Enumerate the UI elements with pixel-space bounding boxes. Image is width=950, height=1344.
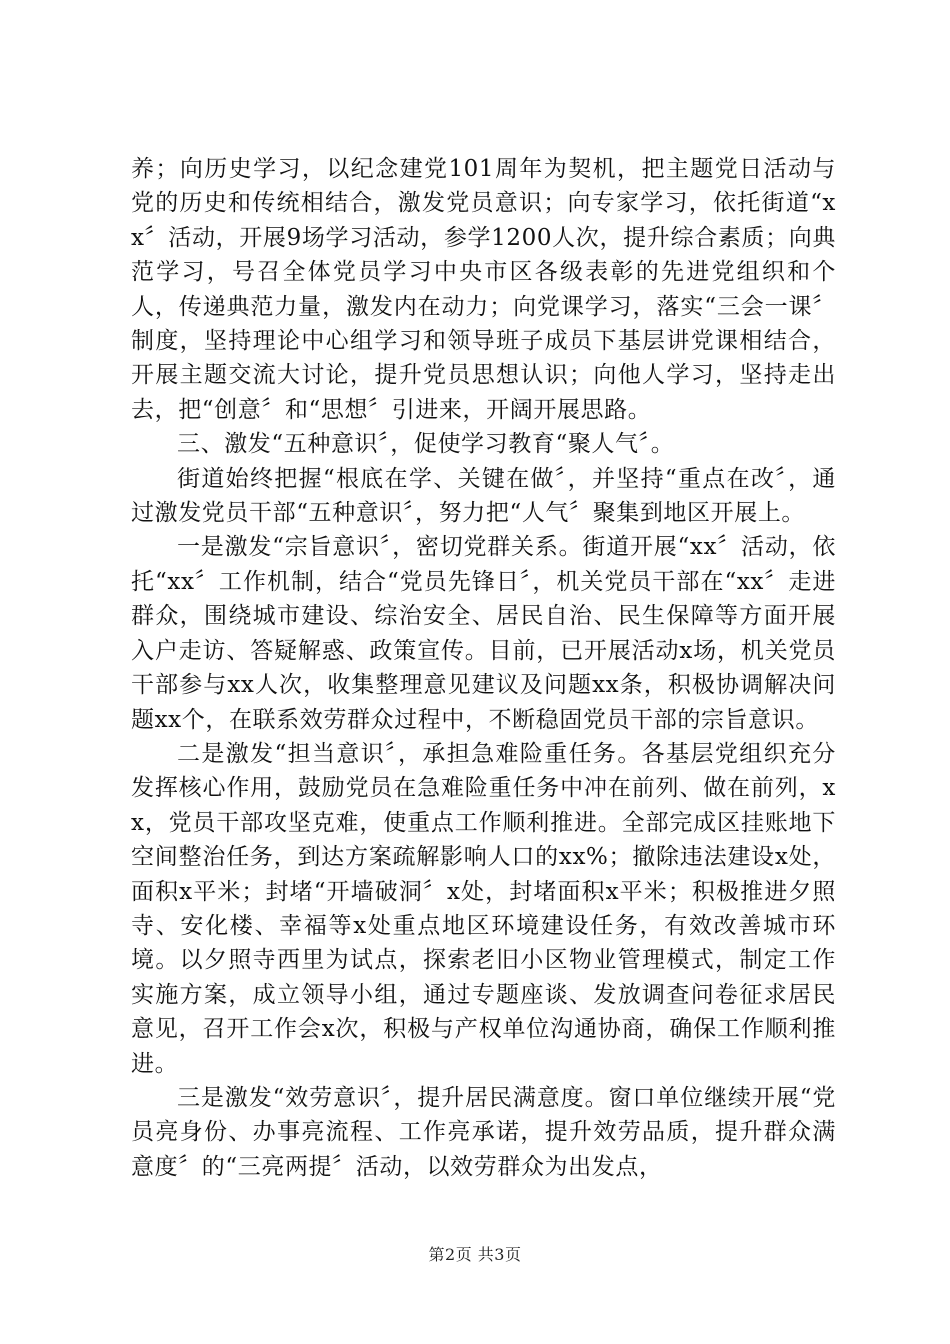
paragraph-point-three: 三是激发“效劳意识〞，提升居民满意度。窗口单位继续开展“党员亮身份、办事亮流程、工作亮承诺，提升效劳品质，提升群众满意度〞的“三亮两提〞活动，以效劳群众为出发点， <box>131 1084 836 1180</box>
section-heading: 三、激发“五种意识〞，促使学习教育“聚人气〞。 <box>177 431 675 458</box>
document-body <box>131 152 836 1184</box>
paragraph-intro: 街道始终把握“根底在学、关键在做〞，并坚持“重点在改〞，通过激发党员干部“五种意识〞，努力把“人气〞聚集到地区开展上。 <box>131 465 836 527</box>
paragraph-point-two: 二是激发“担当意识〞，承担急难险重任务。各基层党组织充分发挥核心作用，鼓励党员在急难险重任务中冲在前列、做在前列，xx，党员干部攻坚克难，使重点工作顺利推进。全部完成区挂账地下空间整治任务，到达方案疏解影响人口的xx%；撤除违法建设x处，面积x平米；封堵“开墙破洞〞x处，封堵面积x平米；积极推进夕照寺、安化楼、幸福等x处重点地区环境建设任务，有效改善城市环境。以夕照寺西里为试点，探索老旧小区物业管理模式，制定工作实施方案，成立领导小组，通过专题座谈、发放调查问卷征求居民意见，召开工作会x次，积极与产权单位沟通协商，确保工作顺利推进。 <box>131 740 836 1077</box>
paragraph-point-one: 一是激发“宗旨意识〞，密切党群关系。街道开展“xx〞活动，依托“xx〞工作机制，结合“党员先锋日〞，机关党员干部在“xx〞走进群众，围绕城市建设、综治安全、居民自治、民生保障等方面开展入户走访、答疑解惑、政策宣传。目前，已开展活动x场，机关党员干部参与xx人次，收集整理意见建议及问题xx条，积极协调解决问题xx个，在联系效劳群众过程中，不断稳固党员干部的宗旨意识。 <box>131 534 836 733</box>
page-number-footer: 第2页 共3页 <box>428 1245 522 1264</box>
paragraph-continuation: 养；向历史学习，以纪念建党101周年为契机，把主题党日活动与党的历史和传统相结合，激发党员意识；向专家学习，依托街道“xx〞活动，开展9场学习活动，参学1200人次，提升综合素质；向典范学习，号召全体党员学习中央市区各级表彰的先进党组织和个人，传递典范力量，激发内在动力；向党课学习，落实“三会一课〞制度，坚持理论中心组学习和领导班子成员下基层讲党课相结合，开展主题交流大讨论，提升党员思想认识；向他人学习，坚持走出去，把“创意〞和“思想〞引进来，开阔开展思路。 <box>131 156 836 423</box>
